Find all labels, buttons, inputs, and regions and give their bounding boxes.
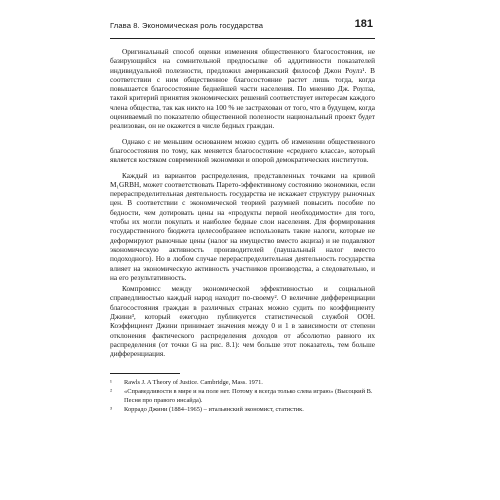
paragraph-rawls: Оригинальный способ оценки изменения общественного благосостояния, не базирующийся на сомнительной предпосылке об аддитивности показателей индивидуальной полезности, предложил американский философ Джон Роулз¹. В соответствии с ним общественное благосостояние растет лишь тогда, когда повышается благосостояние беднейшей части населения. По мнению Дж. Роулза, такой критерий принятия экономических решений соответствует интересам каждого члена общества, так как никто на 100 % не застрахован от того, что в будущем, когда оцениваемый по показателю общественной полезности национальный проект будет реализован, он не окажется в числе бедных граждан. (110, 47, 375, 131)
footnote-text: Коррадо Джини (1884–1965) – итальянский экономист, статистик. (124, 406, 304, 414)
paragraph-middle-class: Однако с не меньшим основанием можно судить об изменении общественного благосостояния по тому, как меняется благосостояние «среднего класса», который является костяком современной экономики и опорой демократических институтов. (110, 136, 375, 165)
footnotes (110, 379, 375, 415)
footnote-divider (110, 373, 180, 374)
footnote-3 (110, 406, 375, 415)
footnote-marker: ³ (110, 406, 112, 414)
running-header (110, 18, 375, 39)
footnote-2 (110, 388, 375, 405)
paragraph-distribution: Каждый из вариантов распределения, представленных точками на кривой M₁GRBH, может соответствовать Парето-эффективному состоянию экономики, если перераспределительная деятельность государства не искажает структуру рыночных цен. В соответствии с экономической теорией разумней повысить пособие по бедности, чем дотировать цены на «продукты первой необходимости» для того, чтобы их могли покупать и наиболее бедные слои населения. Для формирования государственного бюджета целесообразнее использовать такие налоги, которые не деформируют рыночные цены (налог на имущество вместо акциза) и не подавляют экономическую активность производителей (паушальный налог вместо подоходного). Но в любом случае перераспределительная деятельность государства влияет на экономическую активность участников производства, а следовательно, и на его результативность. (110, 170, 375, 282)
footnote-marker: ¹ (110, 378, 112, 386)
footnote-text: «Справедливости в мире и на поле нет. Потому я всегда только слева играю» (Высоцкий В. Песня про правого инсайда). (124, 388, 373, 404)
document-page (110, 18, 375, 488)
paragraph-gini: Компромисс между экономической эффективностью и социальной справедливостью каждый народ находит по-своему². О величине дифференциации благосостояния граждан в различных странах можно судить по коэффициенту Джини³, который ежегодно публикуется статистической службой ООН. Коэффициент Джини принимает значения между 0 и 1 в зависимости от степени отклонения фактического распределения доходов от абсолютно равного их распределения (от точки G на рис. 8.1): чем больше этот показатель, тем больше дифференциация. (110, 284, 375, 359)
footnote-marker: ² (110, 388, 112, 396)
page-number: 181 (354, 18, 373, 30)
footnote-text: Rawls J. A Theory of Justice. Cambridge, Mass. 1971. (124, 378, 263, 386)
chapter-title: Глава 8. Экономическая роль государства (110, 21, 264, 30)
body-text (110, 47, 375, 359)
footnote-1 (110, 379, 375, 388)
